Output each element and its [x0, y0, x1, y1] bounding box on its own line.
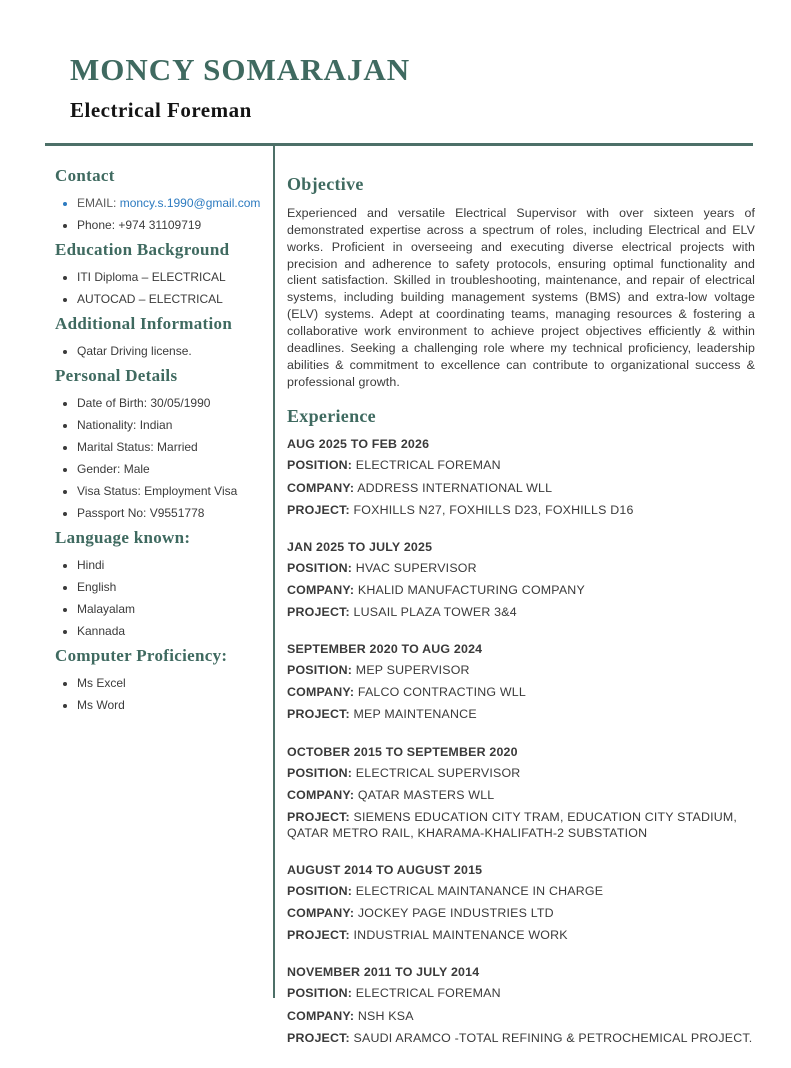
position-label: POSITION:: [287, 986, 353, 1001]
experience-position-line: [287, 765, 755, 781]
position-value: ELECTRICAL SUPERVISOR: [355, 765, 521, 780]
right-column: [275, 146, 755, 1068]
personal-detail-item: • Nationality: Indian: [77, 418, 263, 433]
resume-header: [0, 0, 791, 123]
contact-list: [55, 196, 263, 233]
experience-heading: Experience: [287, 406, 376, 427]
project-label: PROJECT:: [287, 502, 350, 517]
company-value: ADDRESS INTERNATIONAL WLL: [357, 480, 553, 495]
experience-position-line: [287, 662, 755, 678]
project-value: INDUSTRIAL MAINTENANCE WORK: [353, 928, 568, 943]
project-label: PROJECT:: [287, 928, 350, 943]
education-list: [55, 270, 263, 307]
experience-entry: [287, 863, 755, 943]
experience-project-line: [287, 809, 755, 841]
position-value: ELECTRICAL MAINTANANCE IN CHARGE: [355, 884, 604, 899]
experience-project-line: [287, 502, 755, 518]
personal-detail-item: • Visa Status: Employment Visa: [77, 484, 263, 499]
position-label: POSITION:: [287, 884, 353, 899]
languages-heading: Language known:: [55, 528, 191, 547]
experience-project-line: [287, 927, 755, 943]
computer-proficiency-section: [55, 646, 263, 713]
project-value: MEP MAINTENANCE: [353, 707, 477, 722]
contact-heading: Contact: [55, 166, 115, 185]
company-label: COMPANY:: [287, 480, 355, 495]
company-value: QATAR MASTERS WLL: [357, 787, 495, 802]
experience-entry: [287, 540, 755, 620]
education-item: • AUTOCAD – ELECTRICAL: [77, 292, 263, 307]
language-item: • Malayalam: [77, 602, 263, 617]
company-value: KHALID MANUFACTURING COMPANY: [357, 582, 585, 597]
language-item: • English: [77, 580, 263, 595]
company-label: COMPANY:: [287, 582, 355, 597]
experience-company-line: [287, 787, 755, 803]
candidate-job-title: Electrical Foreman: [70, 98, 252, 122]
position-label: POSITION:: [287, 765, 353, 780]
position-label: POSITION:: [287, 560, 353, 575]
email-link[interactable]: moncy.s.1990@gmail.com: [119, 196, 261, 210]
computer-skill-item: • Ms Excel: [77, 676, 263, 691]
personal-detail-item: • Marital Status: Married: [77, 440, 263, 455]
language-item: • Hindi: [77, 558, 263, 573]
experience-entry: [287, 745, 755, 842]
project-label: PROJECT:: [287, 1030, 350, 1045]
languages-section: [55, 528, 263, 639]
company-value: JOCKEY PAGE INDUSTRIES LTD: [357, 906, 554, 921]
project-value: SIEMENS EDUCATION CITY TRAM, EDUCATION CITY STADIUM, QATAR METRO RAIL, KHARAMA-KHALIFATH-2 SUBSTATION: [287, 809, 738, 840]
position-value: MEP SUPERVISOR: [355, 663, 470, 678]
experience-dates: NOVEMBER 2011 TO JULY 2014: [287, 965, 480, 980]
language-item: • Kannada: [77, 624, 263, 639]
email-label: EMAIL:: [77, 196, 117, 210]
project-label: PROJECT:: [287, 707, 350, 722]
experience-entry: [287, 437, 755, 517]
company-label: COMPANY:: [287, 906, 355, 921]
project-value: LUSAIL PLAZA TOWER 3&4: [353, 605, 517, 620]
experience-dates: AUGUST 2014 TO AUGUST 2015: [287, 863, 483, 878]
computer-proficiency-heading: Computer Proficiency:: [55, 646, 228, 665]
experience-position-line: [287, 560, 755, 576]
additional-info-heading: Additional Information: [55, 314, 233, 333]
experience-dates: AUG 2025 TO FEB 2026: [287, 437, 430, 452]
experience-entry: [287, 965, 755, 1045]
personal-detail-item: • Date of Birth: 30/05/1990: [77, 396, 263, 411]
education-heading: Education Background: [55, 240, 230, 259]
company-value: NSH KSA: [357, 1008, 414, 1023]
computer-skill-item: • Ms Word: [77, 698, 263, 713]
experience-position-line: [287, 985, 755, 1001]
education-section: [55, 240, 263, 307]
contact-section: [55, 166, 263, 233]
personal-details-section: [55, 366, 263, 521]
experience-company-line: [287, 684, 755, 700]
project-label: PROJECT:: [287, 605, 350, 620]
personal-detail-item: • Gender: Male: [77, 462, 263, 477]
position-value: ELECTRICAL FOREMAN: [355, 458, 501, 473]
languages-list: [55, 558, 263, 639]
contact-phone-item: • Phone: +974 31109719: [77, 218, 263, 233]
additional-info-item: • Qatar Driving license.: [77, 344, 263, 359]
experience-position-line: [287, 883, 755, 899]
experience-dates: OCTOBER 2015 TO SEPTEMBER 2020: [287, 744, 518, 759]
company-label: COMPANY:: [287, 787, 355, 802]
additional-info-list: [55, 344, 263, 359]
company-label: COMPANY:: [287, 1008, 355, 1023]
experience-project-line: [287, 706, 755, 722]
experience-dates: SEPTEMBER 2020 TO AUG 2024: [287, 642, 483, 657]
left-column: [55, 146, 263, 1068]
additional-info-section: [55, 314, 263, 359]
experience-dates: JAN 2025 TO JULY 2025: [287, 539, 433, 554]
education-item: • ITI Diploma – ELECTRICAL: [77, 270, 263, 285]
experience-position-line: [287, 457, 755, 473]
objective-text: Experienced and versatile Electrical Supervisor with over sixteen years of demonstrated expertise across a spectrum of roles, including Electrical and ELV works. Proficient in overseeing and executing diverse electrical projects with precision and adherence to safety protocols, ensuring optimal functionality and client satisfaction. Skilled in troubleshooting, maintenance, and repair of electrical systems, including building management systems (BMS) and extra-low voltage (ELV) systems. Adept at coordinating teams, managing resources & fostering a collaborative work environment to achieve project objectives efficiently & within deadlines. Seeking a challenging role where my technical proficiency, leadership abilities & commitment to excellence can contribute to organizational success & professional growth.: [287, 206, 755, 389]
experience-company-line: [287, 582, 755, 598]
experience-entry: [287, 642, 755, 722]
contact-email-item: [77, 196, 263, 211]
position-value: ELECTRICAL FOREMAN: [355, 986, 501, 1001]
candidate-name: MONCY SOMARAJAN: [70, 52, 411, 87]
experience-company-line: [287, 905, 755, 921]
company-label: COMPANY:: [287, 685, 355, 700]
personal-details-heading: Personal Details: [55, 366, 178, 385]
computer-proficiency-list: [55, 676, 263, 713]
personal-details-list: [55, 396, 263, 521]
experience-company-line: [287, 1008, 755, 1024]
position-label: POSITION:: [287, 458, 353, 473]
position-label: POSITION:: [287, 663, 353, 678]
experience-project-line: [287, 604, 755, 620]
experience-project-line: [287, 1030, 755, 1046]
project-value: FOXHILLS N27, FOXHILLS D23, FOXHILLS D16: [353, 502, 634, 517]
resume-body: [0, 146, 791, 1068]
project-value: SAUDI ARAMCO -TOTAL REFINING & PETROCHEMICAL PROJECT.: [353, 1030, 753, 1045]
experience-company-line: [287, 480, 755, 496]
position-value: HVAC SUPERVISOR: [355, 560, 477, 575]
company-value: FALCO CONTRACTING WLL: [357, 685, 526, 700]
objective-heading: Objective: [287, 174, 364, 194]
project-label: PROJECT:: [287, 809, 350, 824]
personal-detail-item: • Passport No: V9551778: [77, 506, 263, 521]
